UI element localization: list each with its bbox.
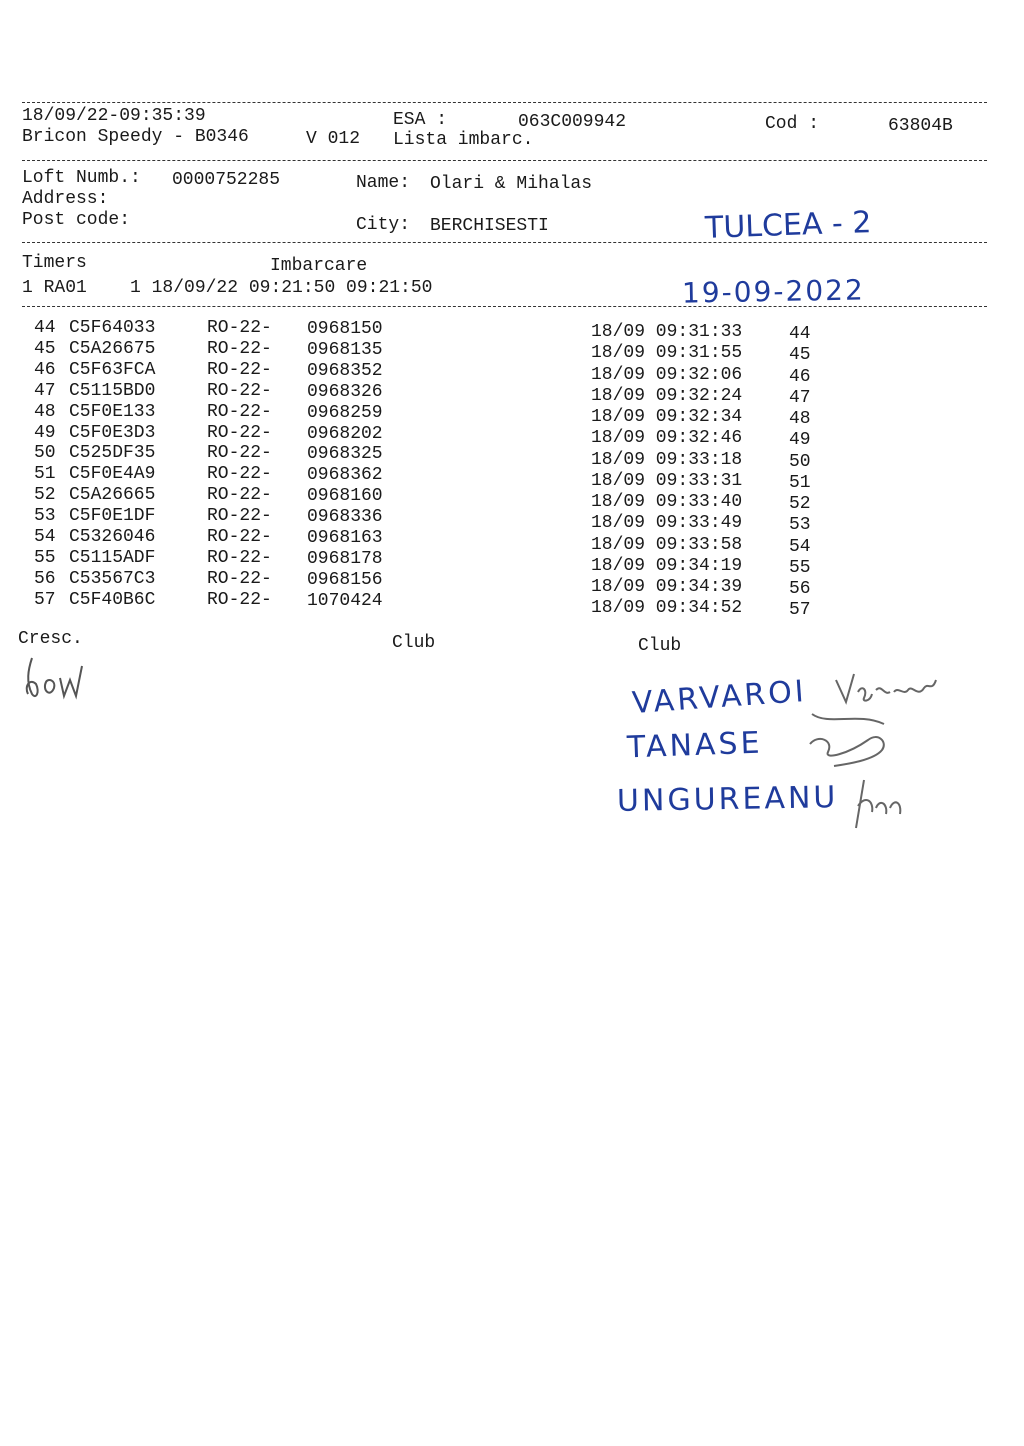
row-ring: 0968178 [307, 548, 383, 569]
row-chip: C5326046 [69, 527, 156, 547]
row-number: 49 [34, 422, 56, 443]
club-label-2: Club [638, 636, 682, 656]
row-time: 18/09 09:34:52 [591, 598, 743, 619]
row-index: 50 [789, 451, 811, 472]
row-chip: C5F0E1DF [69, 506, 156, 527]
breeder-signature [20, 648, 110, 708]
row-ring: 0968259 [307, 402, 383, 423]
row-time: 18/09 09:32:34 [591, 407, 743, 427]
row-number: 44 [34, 318, 56, 338]
row-index: 57 [789, 600, 811, 621]
row-number: 48 [34, 401, 56, 422]
cod-value: 63804B [888, 116, 953, 136]
row-chip: C525DF35 [69, 443, 156, 464]
row-country: RO-22- [207, 485, 272, 506]
cresc-label: Cresc. [18, 629, 83, 649]
row-chip: C53567C3 [69, 568, 156, 589]
esa-label: ESA : [393, 110, 448, 130]
row-ring: 0968156 [307, 569, 383, 590]
row-ring: 1070424 [307, 590, 383, 611]
row-chip: C5115ADF [69, 547, 156, 568]
imbarcare-label: Imbarcare [270, 256, 368, 276]
cod-label: Cod : [765, 114, 820, 134]
row-chip: C5115BD0 [69, 380, 156, 401]
row-time: 18/09 09:34:39 [591, 577, 743, 597]
device-version: V 012 [306, 129, 361, 149]
row-chip: C5A26675 [69, 338, 156, 359]
row-number: 53 [34, 506, 56, 527]
row-index: 54 [789, 536, 811, 557]
row-country: RO-22- [207, 547, 272, 568]
loft-label: Loft Numb.: [22, 168, 141, 188]
row-index: 52 [789, 494, 811, 514]
row-ring: 0968160 [307, 486, 383, 507]
row-ring: 0968326 [307, 381, 383, 402]
postcode-label: Post code: [22, 210, 131, 230]
row-number: 52 [34, 485, 56, 506]
row-time: 18/09 09:31:55 [591, 343, 743, 364]
row-number: 50 [34, 443, 56, 464]
row-time: 18/09 09:33:58 [591, 534, 743, 555]
club-signature-3 [846, 772, 916, 832]
row-chip: C5F40B6C [69, 589, 156, 610]
row-number: 51 [34, 464, 56, 485]
row-number: 57 [34, 589, 56, 610]
row-index: 47 [789, 387, 811, 408]
row-country: RO-22- [207, 380, 272, 401]
row-country: RO-22- [207, 527, 272, 547]
row-number: 54 [34, 527, 56, 547]
row-ring: 0968352 [307, 360, 383, 381]
club-label-1: Club [392, 633, 436, 653]
name-label: Name: [356, 173, 411, 193]
club-signature-2 [798, 704, 898, 774]
timer-line: 1 RA01 1 18/09/22 09:21:50 09:21:50 [22, 278, 433, 298]
separator-owner [22, 242, 987, 243]
row-ring: 0968202 [307, 423, 383, 444]
list-name: Lista imbarc. [393, 130, 534, 150]
row-index: 51 [789, 472, 811, 493]
row-index: 44 [789, 324, 811, 344]
row-ring: 0968135 [307, 339, 383, 360]
row-ring: 0968325 [307, 444, 383, 465]
row-index: 45 [789, 345, 811, 366]
row-time: 18/09 09:34:19 [591, 555, 743, 576]
row-time: 18/09 09:33:18 [591, 449, 743, 470]
row-country: RO-22- [207, 359, 272, 380]
row-index: 56 [789, 579, 811, 599]
row-number: 46 [34, 359, 56, 380]
row-ring: 0968150 [307, 319, 383, 339]
row-number: 55 [34, 547, 56, 568]
device-name: Bricon Speedy - B0346 [22, 127, 249, 147]
row-country: RO-22- [207, 401, 272, 422]
row-chip: C5F0E133 [69, 401, 156, 422]
row-chip: C5F64033 [69, 318, 156, 338]
row-time: 18/09 09:32:46 [591, 428, 743, 449]
handwritten-race: TULCEA - 2 [704, 205, 872, 246]
city-value: BERCHISESTI [430, 216, 549, 236]
row-time: 18/09 09:33:49 [591, 513, 743, 534]
timers-label: Timers [22, 253, 87, 273]
city-label: City: [356, 215, 411, 235]
row-ring: 0968163 [307, 528, 383, 548]
handwritten-date: 19-09-2022 [681, 273, 866, 310]
row-country: RO-22- [207, 338, 272, 359]
row-time: 18/09 09:33:31 [591, 470, 743, 491]
separator-header [22, 160, 987, 161]
loft-number: 0000752285 [172, 170, 281, 190]
row-time: 18/09 09:31:33 [591, 322, 743, 342]
esa-value: 063C009942 [518, 112, 627, 132]
row-time: 18/09 09:32:24 [591, 385, 743, 406]
row-index: 53 [789, 515, 811, 536]
row-number: 47 [34, 380, 56, 401]
owner-name: Olari & Mihalas [430, 174, 593, 194]
row-country: RO-22- [207, 443, 272, 464]
row-time: 18/09 09:32:06 [591, 364, 743, 385]
row-index: 46 [789, 366, 811, 387]
row-time: 18/09 09:33:40 [591, 492, 743, 512]
row-ring: 0968362 [307, 465, 383, 486]
address-label: Address: [22, 189, 109, 209]
row-number: 56 [34, 568, 56, 589]
row-country: RO-22- [207, 506, 272, 527]
row-ring: 0968336 [307, 507, 383, 528]
separator-timers [22, 306, 987, 307]
separator-top [22, 102, 987, 103]
row-chip: C5A26665 [69, 485, 156, 506]
row-country: RO-22- [207, 464, 272, 485]
handwritten-name-3: UNGUREANU [616, 780, 839, 819]
handwritten-name-2: TANASE [626, 725, 764, 766]
row-chip: C5F0E4A9 [69, 464, 156, 485]
report-datetime: 18/09/22-09:35:39 [22, 106, 206, 126]
row-chip: C5F0E3D3 [69, 422, 156, 443]
row-index: 49 [789, 430, 811, 451]
row-chip: C5F63FCA [69, 359, 156, 380]
row-index: 55 [789, 557, 811, 578]
row-country: RO-22- [207, 589, 272, 610]
row-number: 45 [34, 338, 56, 359]
row-country: RO-22- [207, 422, 272, 443]
row-index: 48 [789, 409, 811, 429]
handwritten-name-1: VARVAROI [630, 673, 808, 722]
row-country: RO-22- [207, 568, 272, 589]
row-country: RO-22- [207, 318, 272, 338]
